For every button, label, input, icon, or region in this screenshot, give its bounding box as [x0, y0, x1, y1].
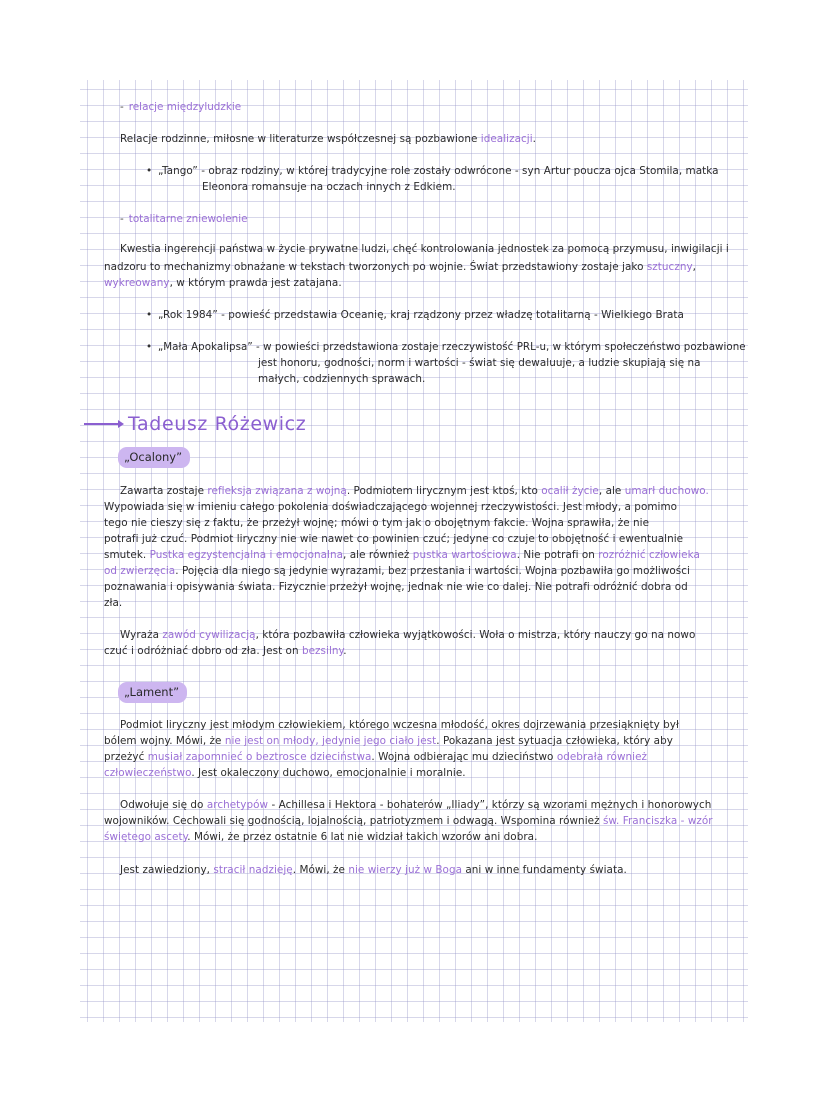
- text-run: . Nie potrafi on: [516, 549, 599, 561]
- text-run: tego nie cieszy się z faktu, że przeżył wojnę; mówi o tym jak o obojętnym fakcie. Wojna sprawiła, że nie: [104, 517, 650, 529]
- text-run: Kwestia ingerencji państwa w życie prywatne ludzi, chęć kontrolowania jednostek za pomocą przymusu, inwigilacji i: [120, 243, 729, 255]
- text-run: , w którym prawda jest zatajana.: [169, 277, 342, 289]
- paragraph-line: [104, 765, 466, 781]
- bullet-continuation: małych, codziennych sprawach.: [258, 373, 426, 385]
- text-run: potrafi już czuć. Podmiot liryczny nie wie nawet co powinien czuć; jedyne co czuje to obojętność i ewentualnie: [104, 533, 684, 545]
- highlighted-phrase: Pustka egzystencjalna i emocjonalna: [149, 549, 344, 561]
- bullet-continuation: jest honoru, godności, norm i wartości - świat się dewaluuje, a ludzie skupiają się na: [258, 357, 701, 369]
- paragraph-line: [104, 749, 647, 765]
- text-run: .: [532, 133, 536, 145]
- highlighted-phrase: pustka wartościowa: [412, 549, 517, 561]
- bullet-icon: •: [146, 309, 153, 321]
- bullet-line: [146, 163, 719, 179]
- paragraph-line: [120, 241, 729, 257]
- paragraph-line: [120, 797, 711, 813]
- text-run: , ale również: [343, 549, 413, 561]
- text-run: Wypowiada się w imieniu całego pokolenia doświadczającego wojennej rzeczywistości. Jest młody, a pomimo: [104, 501, 678, 513]
- dash-mark: -: [120, 101, 124, 113]
- bullet-line: [146, 339, 746, 355]
- bullet-icon: •: [146, 165, 153, 177]
- paragraph-line: [104, 595, 122, 611]
- highlighted-phrase: musiał zapomnieć o beztrosce dzieciństwa: [147, 751, 372, 763]
- paragraph-line: [104, 563, 690, 579]
- paragraph-line: [104, 515, 649, 531]
- text-run: , ale: [598, 485, 625, 497]
- text-run: . Mówi, że: [292, 864, 349, 876]
- highlighted-phrase: nie jest on młody, jedynie jego ciało jest: [224, 735, 437, 747]
- highlighted-phrase: świętego ascety: [104, 831, 188, 843]
- paragraph-line: [104, 547, 700, 563]
- paragraph-line: [104, 813, 713, 829]
- paragraph-line: [104, 829, 537, 845]
- highlighted-phrase: sztuczny: [646, 261, 693, 273]
- paragraph-line: [104, 531, 683, 547]
- highlighted-phrase: od zwierzęcia: [104, 565, 176, 577]
- text-run: ani w inne fundamenty świata.: [462, 864, 627, 876]
- bullet-icon: •: [146, 341, 153, 353]
- text-run: Wyraża: [120, 629, 163, 641]
- paragraph-line: [120, 717, 679, 733]
- highlighted-phrase: refleksja związana z wojną: [207, 485, 347, 497]
- paragraph-line: [120, 862, 627, 878]
- highlighted-phrase: zawód cywilizacją: [162, 629, 256, 641]
- highlighted-phrase: św. Franciszka - wzór: [602, 815, 713, 827]
- bullet-text: „Mała Apokalipsa” - w powieści przedstawiona zostaje rzeczywistość PRL-u, w którym społeczeństwo pozbawione: [157, 341, 746, 353]
- text-run: czuć i odróżniać dobro od zła. Jest on: [104, 645, 302, 657]
- highlighted-phrase: stracił nadzieję: [213, 864, 293, 876]
- text-run: Podmiot liryczny jest młodym człowiekiem, którego wczesna młodość, okres dojrzewania przesiąknięty był: [120, 719, 680, 731]
- highlighted-phrase: wykreowany: [104, 277, 170, 289]
- highlighted-phrase: odebrała również: [556, 751, 648, 763]
- author-heading: [84, 410, 306, 438]
- poem-title-lament: „Lament”: [118, 682, 187, 703]
- text-run: , która pozbawiła człowieka wyjątkowości. Woła o mistrza, który nauczy go na nowo: [255, 629, 696, 641]
- text-run: . Pojęcia dla niego są jedynie wyrazami, bez przestania i wartości. Wojna pozbawiła go możliwości: [175, 565, 690, 577]
- paragraph-line: [104, 579, 688, 595]
- paragraph-line: [104, 643, 347, 659]
- paragraph-line: [120, 483, 709, 499]
- text-run: - Achillesa i Hektora - bohaterów „Iliady”, którzy są wzorami mężnych i honorowych: [268, 799, 712, 811]
- text-run: Relacje rodzinne, miłosne w literaturze współczesnej są pozbawione: [120, 133, 481, 145]
- author-name: Tadeusz Różewicz: [128, 413, 307, 435]
- text-run: bólem wojny. Mówi, że: [104, 735, 225, 747]
- text-run: wojowników. Cechowali się godnością, lojalnością, patriotyzmem i odwagą. Wspomina również: [104, 815, 603, 827]
- text-run: Zawarta zostaje: [120, 485, 208, 497]
- dash-mark: -: [120, 213, 124, 225]
- poem-title-ocalony: „Ocalony”: [118, 447, 190, 468]
- text-run: ,: [692, 261, 697, 273]
- text-run: . Podmiotem lirycznym jest ktoś, kto: [346, 485, 542, 497]
- bullet-line: [146, 307, 684, 323]
- text-run: Jest zawiedziony,: [120, 864, 214, 876]
- text-run: zła.: [104, 597, 123, 609]
- paragraph-line: [104, 499, 677, 515]
- highlighted-phrase: bezsilny: [301, 645, 344, 657]
- highlighted-phrase: idealizacji: [480, 133, 533, 145]
- text-run: . Jest okaleczony duchowo, emocjonalnie i moralnie.: [191, 767, 466, 779]
- bullet-text: „Tango” - obraz rodziny, w której tradycyjne role zostały odwrócone - syn Artur poucza ojca Stomila, matka: [158, 165, 719, 177]
- text-run: . Wojna odbierając mu dzieciństwo: [371, 751, 557, 763]
- paragraph-line: [104, 733, 673, 749]
- text-run: Odwołuje się do: [120, 799, 207, 811]
- highlighted-phrase: człowieczeństwo: [104, 767, 192, 779]
- text-run: przeżyć: [104, 751, 148, 763]
- highlighted-phrase: umarł duchowo.: [624, 485, 709, 497]
- paragraph-line: [120, 627, 695, 643]
- bullet-text: „Rok 1984” - powieść przedstawia Oceanię, kraj rządzony przez władzę totalitarną - Wielkiego Brata: [158, 309, 684, 321]
- text-run: smutek.: [104, 549, 150, 561]
- section-heading-text: totalitarne zniewolenie: [128, 213, 248, 225]
- section-heading-relacje: [120, 99, 241, 115]
- paragraph-line: [120, 131, 536, 147]
- highlighted-phrase: rozróżnić człowieka: [598, 549, 700, 561]
- text-run: nadzoru to mechanizmy obnażane w tekstach tworzonych po wojnie. Świat przedstawiony zostaje jako: [104, 261, 647, 273]
- arrow-right-icon: [84, 423, 122, 425]
- bullet-continuation: Eleonora romansuje na oczach innych z Edkiem.: [202, 181, 456, 193]
- text-run: . Mówi, że przez ostatnie 6 lat nie widział takich wzorów ani dobra.: [187, 831, 538, 843]
- section-heading-totalitarne: [120, 211, 248, 227]
- text-run: . Pokazana jest sytuacja człowieka, który aby: [436, 735, 673, 747]
- text-run: poznawania i opisywania świata. Fizycznie przeżył wojnę, jednak nie wie co dalej. Nie potrafi odróżnić dobra od: [104, 581, 688, 593]
- text-run: .: [343, 645, 347, 657]
- paragraph-line: [104, 259, 696, 275]
- paragraph-line: [104, 275, 342, 291]
- highlighted-phrase: nie wierzy już w Boga: [348, 864, 463, 876]
- highlighted-phrase: archetypów: [206, 799, 269, 811]
- section-heading-text: relacje międzyludzkie: [128, 101, 242, 113]
- highlighted-phrase: ocalił życie: [541, 485, 599, 497]
